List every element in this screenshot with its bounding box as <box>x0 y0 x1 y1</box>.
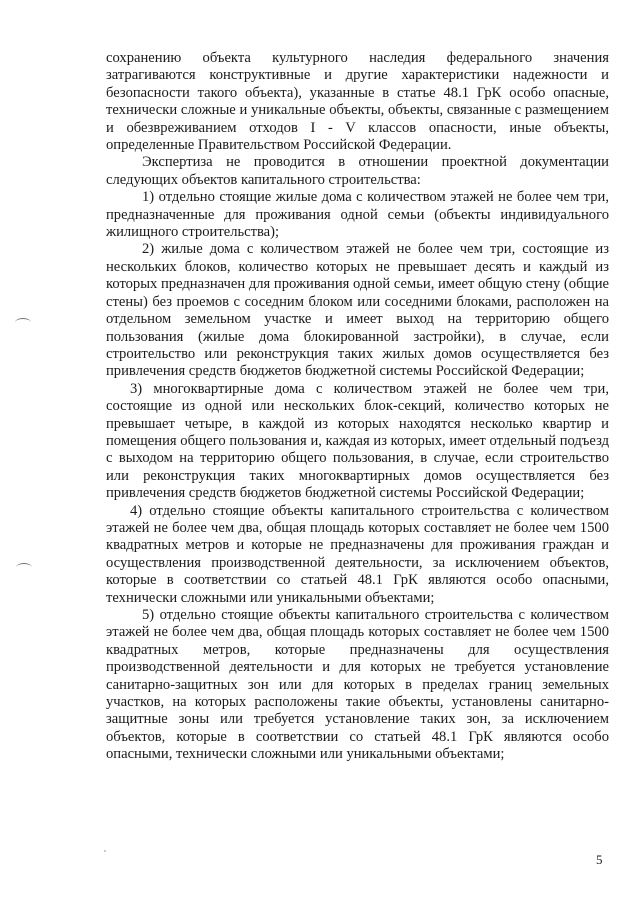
paragraph-expertise-exceptions: Экспертиза не проводится в отношении проектной документации следующих объектов капитального строительства: <box>106 154 609 188</box>
document-body <box>106 50 609 764</box>
list-item-2: 2) жилые дома с количеством этажей не более чем три, состоящие из нескольких блоков, количество которых не превышает десять и каждый из которых предназначен для проживания одной семьи, имеет общую стену (общие стены) без проемов с соседним блоком или соседними блоками, расположен на отдельном земельном участке и имеет выход на территорию общего пользования (жилые дома блокированной застройки), в случае, если строительство или реконструкция таких жилых домов осуществляется без привлечения средств бюджетов бюджетной системы Российской Федерации; <box>106 241 610 380</box>
scan-speck <box>104 850 106 852</box>
list-item-1: 1) отдельно стоящие жилые дома с количеством этажей не более чем три, предназначенные для проживания одной семьи (объекты индивидуального жилищного строительства); <box>106 189 609 241</box>
paragraph-continuation: сохранению объекта культурного наследия федерального значения затрагиваются конструктивные и другие характеристики надежности и безопасности такого объекта), указанные в статье 48.1 ГрК особо опасные, технически сложные и уникальные объекты, объекты, связанные с размещением и обезвреживанием отходов I - V классов опасности, иные объекты, определенные Правительством Российской Федерации. <box>106 50 609 154</box>
margin-scan-mark <box>16 563 32 572</box>
list-item-5: 5) отдельно стоящие объекты капитального строительства с количеством этажей не более чем два, общая площадь которых составляет не более чем 1500 квадратных метров, которые предназначены для осуществления производственной деятельности и для которых не требуется установление санитарно-защитных зон или для которых в пределах границ земельных участков, на которых расположены такие объекты, установлены санитарно-защитные зоны или требуется установление таких зон, за исключением объектов, которые в соответствии со статьей 48.1 ГрК являются особо опасными, технически сложными или уникальными объектами; <box>106 607 609 763</box>
page-number: 5 <box>596 852 603 867</box>
margin-scan-mark <box>15 318 31 327</box>
list-item-3: 3) многоквартирные дома с количеством этажей не более чем три, состоящие из одной или нескольких блок-секций, количество которых не превышает четыре, в каждой из которых находятся несколько квартир и помещения общего пользования и, каждая из которых, имеет отдельный подъезд с выходом на территорию общего пользования, в случае, если строительство или реконструкция таких многоквартирных домов осуществляется без привлечения средств бюджетов бюджетной системы Российской Федерации; <box>106 380 609 502</box>
list-item-4: 4) отдельно стоящие объекты капитального строительства с количеством этажей не более чем два, общая площадь которых составляет не более чем 1500 квадратных метров и которые не предназначены для проживания граждан и осуществления производственной деятельности, за исключением объектов, которые в соответствии со статьей 48.1 ГрК являются особо опасными, технически сложными или уникальными объектами; <box>106 502 609 606</box>
